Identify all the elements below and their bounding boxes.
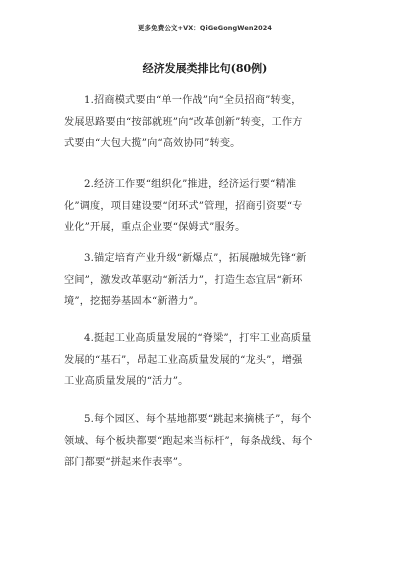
paragraph-line: 领域、每个板块都要“跑起来当标杆”，每条战线、每个 bbox=[64, 435, 313, 447]
paragraph-line: 部门都要“拼起来作表率”。 bbox=[64, 457, 189, 468]
paragraph-line: 1.招商模式要由“单一作战”向“全员招商”转变， bbox=[84, 95, 302, 106]
paragraph-line: 发展思路要由“按部就班”向“改革创新”转变，工作方 bbox=[64, 116, 303, 128]
paragraph-5 bbox=[64, 409, 354, 474]
document-title: 经济发展类排比句(80例) bbox=[142, 62, 268, 75]
paragraph-1 bbox=[64, 90, 354, 155]
paragraph-line: 式要由“大包大揽”向“高效协同”转变。 bbox=[64, 138, 241, 149]
paragraph-line: 境”，挖掘券基固本“新潜力”。 bbox=[64, 296, 205, 307]
paragraph-line: 化”调度，项目建设要“闭环式”管理，招商引资要“专 bbox=[64, 200, 303, 212]
paragraph-line: 5.每个园区、每个基地都要“跳起来摘桃子”，每个 bbox=[84, 414, 312, 425]
paragraph-3 bbox=[64, 248, 354, 313]
paragraph-line: 空间”，激发改革驱动“新活力”，打造生态宜居“新环 bbox=[64, 274, 303, 286]
paragraph-line: 2.经济工作要“组织化”推进，经济运行要“精准 bbox=[84, 179, 297, 190]
paragraph-line: 3.锚定培育产业升级“新爆点”，拓展融城先锋“新 bbox=[84, 253, 307, 264]
paragraph-2 bbox=[64, 174, 354, 239]
paragraph-line: 发展的“基石”，昂起工业高质量发展的“龙头”，增强 bbox=[64, 354, 303, 366]
paragraph-line: 工业高质量发展的“活力”。 bbox=[64, 376, 189, 387]
paragraph-line: 4.挺起工业高质量发展的“脊梁”，打牢工业高质量 bbox=[84, 333, 312, 344]
header-note: 更多免费公文+VX：QiGeGongWen2024 bbox=[137, 24, 273, 32]
paragraph-4 bbox=[64, 328, 354, 393]
paragraph-line: 业化”开展，重点企业要“保姆式”服务。 bbox=[64, 222, 246, 233]
